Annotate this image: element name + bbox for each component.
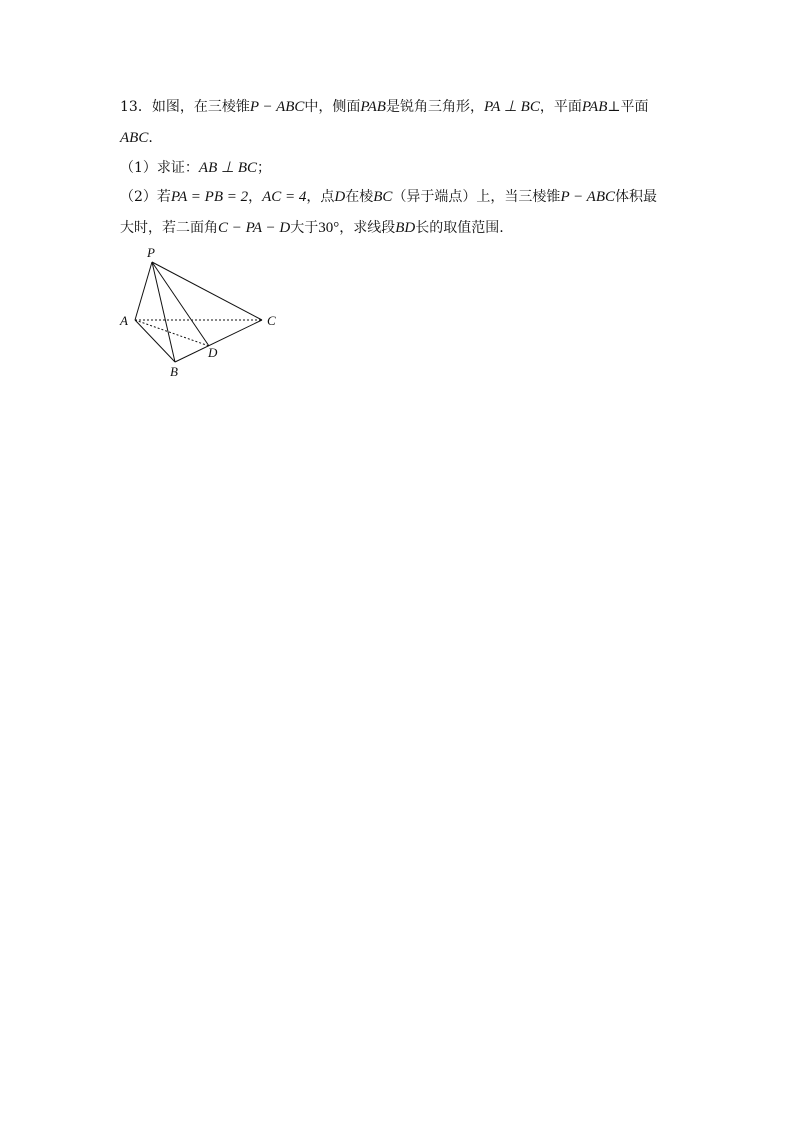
text-segment: 体积最 (615, 189, 658, 205)
edge-pd (152, 262, 209, 346)
edge-ab (135, 320, 175, 362)
math-dihedral-angle: C − PA − D (218, 220, 291, 236)
text-segment: ，点 (306, 189, 335, 205)
math-face-pab: PAB (360, 99, 386, 115)
math-pa-perp-bc: PA ⊥ BC (483, 99, 540, 115)
math-plane-pab: PAB (581, 99, 608, 115)
math-point-d: D (334, 189, 346, 205)
label-d: D (208, 345, 218, 360)
edge-pb (152, 262, 175, 362)
edge-pc (152, 262, 262, 320)
pyramid-figure (110, 240, 310, 380)
text-segment: 长的取值范围. (415, 220, 504, 236)
math-pyramid: P − ABC (249, 99, 305, 115)
label-p: P (147, 245, 155, 260)
edge-ad-hidden (135, 320, 209, 346)
text-segment: （1）求证： (120, 160, 199, 176)
math-pyramid: P − ABC (560, 189, 616, 205)
math-pa-pb-eq-2: PA = PB = 2 (170, 189, 249, 205)
part-2-line-2 (120, 218, 504, 238)
text-segment: 在棱 (345, 189, 374, 205)
math-segment-bd: BD (395, 220, 416, 236)
part-2-line-1 (120, 187, 657, 207)
text-segment: （异于端点）上，当三棱锥 (392, 189, 561, 205)
text-segment: . (148, 130, 153, 146)
edge-bc (175, 320, 262, 362)
text-segment: ，平面 (539, 99, 582, 115)
text-segment: （2）若 (120, 189, 171, 205)
math-ac-eq-4: AC = 4 (262, 189, 307, 205)
label-a: A (120, 313, 128, 328)
text-segment: ⊥平面 (607, 99, 649, 115)
text-segment: ； (256, 160, 271, 176)
text-segment: 大于 (290, 220, 319, 236)
text-segment: ， (248, 189, 263, 205)
part-1-line (120, 158, 271, 178)
text-segment: 是锐角三角形， (385, 99, 484, 115)
math-30-degrees: 30° (318, 220, 340, 236)
problem-line-1 (120, 97, 649, 117)
problem-number-text: 13．如图，在三棱锥 (120, 99, 250, 115)
text-segment: 大时，若二面角 (120, 220, 218, 236)
problem-line-2 (120, 128, 153, 148)
edge-pa (135, 262, 152, 320)
text-segment: 中，侧面 (304, 99, 361, 115)
label-b: B (170, 364, 178, 379)
math-edge-bc: BC (373, 189, 393, 205)
math-plane-abc: ABC (120, 130, 149, 146)
label-c: C (267, 313, 276, 328)
math-ab-perp-bc: AB ⊥ BC (198, 160, 257, 176)
text-segment: ，求线段 (339, 220, 396, 236)
